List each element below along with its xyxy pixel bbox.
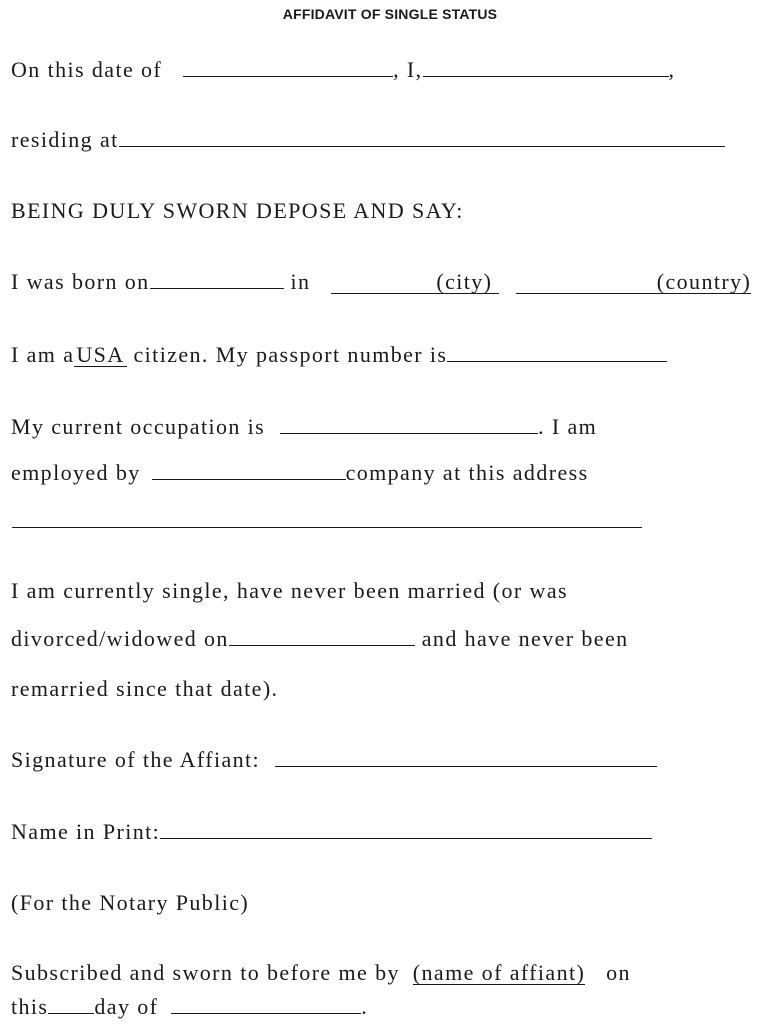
on-label: on [606, 960, 631, 985]
sworn-statement-line [11, 198, 464, 224]
country-label: (country) [656, 269, 752, 294]
birth-date-blank[interactable] [150, 268, 284, 289]
occupation-suffix: . I am [538, 414, 598, 439]
affiant-name-blank[interactable] [423, 56, 669, 77]
print-name-label: Name in Print: [11, 819, 161, 844]
name-comma: , [668, 57, 676, 82]
born-label: I was born on [11, 269, 150, 294]
never-been-label: and have never been [421, 626, 629, 651]
in-label: in [290, 269, 311, 294]
day-line [11, 993, 368, 1020]
print-name-line [11, 818, 652, 845]
birth-line [11, 268, 751, 295]
subscribed-line [11, 960, 631, 986]
notary-heading-line [11, 890, 249, 916]
divorced-label: divorced/widowed on [11, 626, 229, 651]
city-blank[interactable] [331, 271, 499, 294]
day-of-label: day of [94, 994, 159, 1019]
notary-heading: (For the Notary Public) [11, 890, 250, 915]
sworn-heading: BEING DULY SWORN DEPOSE AND SAY: [11, 198, 464, 223]
divorce-date-blank[interactable] [229, 625, 415, 646]
name-separator: , I, [393, 57, 423, 82]
residence-blank[interactable] [119, 126, 725, 147]
affiant-name-field[interactable]: (name of affiant) [412, 960, 586, 985]
employer-blank[interactable] [152, 459, 346, 480]
residence-line [11, 126, 725, 153]
citizenship-value: USA [76, 342, 125, 367]
country-blank[interactable] [516, 271, 751, 294]
citizenship-line [11, 341, 667, 368]
final-period: . [361, 994, 369, 1019]
remarried-text: remarried since that date). [11, 676, 279, 701]
occupation-blank[interactable] [280, 413, 538, 434]
occupation-line [11, 413, 597, 440]
date-label: On this date of [11, 57, 163, 82]
subscribed-label: Subscribed and sworn to before me by [11, 960, 400, 985]
this-label: this [11, 994, 49, 1019]
signature-blank[interactable] [275, 746, 657, 767]
citizen-prefix: I am a [11, 342, 75, 367]
date-and-name-line [11, 56, 675, 83]
passport-label: citizen. My passport number is [133, 342, 448, 367]
passport-number-blank[interactable] [447, 341, 667, 362]
single-status-text: I am currently single, have never been married (or was [11, 578, 568, 603]
document-title: AFFIDAVIT OF SINGLE STATUS [282, 6, 498, 22]
print-name-blank[interactable] [160, 818, 652, 839]
city-label: (city) [436, 269, 493, 294]
address-blank[interactable] [12, 527, 642, 528]
month-year-blank[interactable] [171, 993, 361, 1014]
date-blank[interactable] [183, 56, 393, 77]
occupation-label: My current occupation is [11, 414, 266, 439]
day-number-blank[interactable] [48, 993, 94, 1014]
divorce-line [11, 625, 629, 652]
signature-label: Signature of the Affiant: [11, 747, 261, 772]
residing-label: residing at [11, 127, 119, 152]
single-status-line [11, 578, 568, 604]
signature-line [11, 746, 657, 773]
employer-line [11, 459, 589, 486]
employed-label: employed by [11, 460, 141, 485]
company-address-label: company at this address [345, 460, 589, 485]
remarried-line [11, 676, 278, 702]
